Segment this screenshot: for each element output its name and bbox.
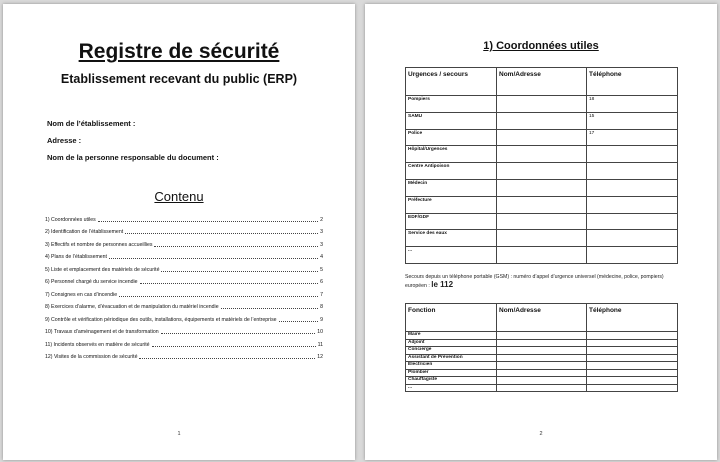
table-row: [406, 112, 678, 129]
name-address-cell[interactable]: [497, 384, 587, 392]
table-row: [406, 230, 678, 247]
toc-leader: [161, 333, 316, 334]
toc-item[interactable]: [45, 329, 323, 335]
name-address-cell[interactable]: [497, 163, 587, 180]
toc-title: Contenu: [154, 189, 204, 204]
phone-cell[interactable]: 17: [587, 129, 678, 146]
toc-item-text: 9) Contrôle et vérification périodique des outils, installations, équipements et matériels de l’entreprise: [45, 316, 277, 323]
row-label-cell[interactable]: Assistant de Prévention: [406, 354, 497, 362]
toc-item-text: 4) Plans de l’établissement: [45, 254, 107, 261]
row-label-cell[interactable]: Adjoint: [406, 339, 497, 347]
table-row: [406, 369, 678, 377]
toc-item[interactable]: [45, 304, 323, 310]
table-row: [406, 96, 678, 113]
table-row: [406, 339, 678, 347]
toc-leader: [98, 221, 318, 222]
toc-item-text: 5) Liste et emplacement des matériels de sécurité: [45, 266, 160, 273]
toc-leader: [279, 321, 319, 322]
note-text: Secours depuis un téléphone portable (GSM) : numéro d’appel d’urgence universel (médecine, police, pompiers) européen :: [405, 274, 664, 289]
emergency-contacts-table: [405, 67, 678, 264]
phone-cell[interactable]: [587, 146, 678, 163]
document-subtitle: Etablissement recevant du public (ERP): [60, 72, 298, 86]
column-header: Urgences / secours: [406, 68, 497, 96]
toc-item[interactable]: [45, 242, 323, 248]
phone-cell[interactable]: [587, 347, 678, 355]
phone-cell[interactable]: [587, 339, 678, 347]
function-contacts-table: [405, 303, 678, 392]
toc-item-text: 3) Effectifs et nombre de personnes accueillies: [45, 241, 153, 248]
row-label-cell[interactable]: Police: [406, 129, 497, 146]
toc-item[interactable]: [45, 292, 323, 298]
establishment-name-field: Nom de l’établissement :: [47, 119, 136, 128]
address-field: Adresse :: [47, 136, 82, 145]
toc-item-text: 10) Travaux d’aménagement et de transformation: [45, 329, 159, 336]
phone-cell[interactable]: 18: [587, 96, 678, 113]
phone-cell[interactable]: [587, 230, 678, 247]
phone-cell[interactable]: [587, 247, 678, 264]
table-row: [406, 247, 678, 264]
toc-item-text: 12) Visites de la commission de sécurité: [45, 354, 138, 361]
row-label-cell[interactable]: ...: [406, 384, 497, 392]
phone-cell[interactable]: [587, 332, 678, 340]
toc-leader: [221, 308, 319, 309]
table-row: [406, 362, 678, 370]
table-row: [406, 377, 678, 385]
phone-cell[interactable]: [587, 362, 678, 370]
row-label-cell[interactable]: Service des eaux: [406, 230, 497, 247]
toc-item[interactable]: [45, 229, 323, 235]
name-address-cell[interactable]: [497, 369, 587, 377]
toc-item-page: 9: [320, 316, 323, 323]
toc-leader: [119, 296, 318, 297]
row-label-cell[interactable]: Concierge: [406, 347, 497, 355]
name-address-cell[interactable]: [497, 377, 587, 385]
toc-leader: [161, 271, 318, 272]
row-label-cell[interactable]: Chauffagiste: [406, 377, 497, 385]
toc-item-page: 5: [320, 266, 323, 273]
toc-item-text: 1) Coordonnées utiles: [45, 217, 96, 223]
toc-item-text: 2) Identification de l’établissement: [45, 229, 124, 236]
toc-item-page: 12: [317, 354, 323, 361]
toc-item-page: 4: [320, 254, 323, 261]
row-label-cell[interactable]: Médecin: [406, 179, 497, 196]
page-number: 1: [177, 431, 181, 437]
page-1: [3, 4, 355, 460]
toc-item-page: 2: [320, 217, 323, 223]
table-of-contents: [45, 217, 323, 367]
toc-leader: [140, 283, 319, 284]
phone-cell[interactable]: [587, 179, 678, 196]
toc-leader: [154, 246, 318, 247]
row-label-cell[interactable]: Pompiers: [406, 96, 497, 113]
name-address-cell[interactable]: [497, 112, 587, 129]
toc-item[interactable]: [45, 254, 323, 260]
row-label-cell[interactable]: Plombier: [406, 369, 497, 377]
row-label-cell[interactable]: EDF/GDF: [406, 213, 497, 230]
table-row: [406, 347, 678, 355]
column-header: Téléphone: [587, 304, 678, 332]
emergency-number: le 112: [431, 280, 454, 289]
phone-cell[interactable]: [587, 196, 678, 213]
toc-item[interactable]: [45, 317, 323, 323]
phone-cell[interactable]: [587, 369, 678, 377]
toc-item-page: 11: [317, 341, 323, 348]
table-row: [406, 384, 678, 392]
toc-item-page: 3: [320, 229, 323, 236]
toc-item-page: 7: [320, 291, 323, 298]
column-header: Nom/Adresse: [497, 68, 587, 96]
row-label-cell[interactable]: SAMU: [406, 112, 497, 129]
toc-item-text: 11) Incidents observés en matière de sécurité: [45, 341, 150, 348]
name-address-cell[interactable]: [497, 129, 587, 146]
column-header: Nom/Adresse: [497, 304, 587, 332]
name-address-cell[interactable]: [497, 247, 587, 264]
mobile-emergency-note: [405, 273, 677, 290]
name-address-cell[interactable]: [497, 146, 587, 163]
name-address-cell[interactable]: [497, 362, 587, 370]
name-address-cell[interactable]: [497, 354, 587, 362]
toc-item-page: 10: [317, 329, 323, 336]
row-label-cell[interactable]: Electricien: [406, 362, 497, 370]
toc-item-page: 3: [320, 241, 323, 248]
table-row: [406, 332, 678, 340]
column-header: Fonction: [406, 304, 497, 332]
name-address-cell[interactable]: [497, 213, 587, 230]
table-row: [406, 129, 678, 146]
page-2: [365, 4, 717, 460]
phone-cell[interactable]: 15: [587, 112, 678, 129]
row-label-cell[interactable]: Centre Antipoison: [406, 163, 497, 180]
name-address-cell[interactable]: [497, 230, 587, 247]
toc-leader: [139, 358, 315, 359]
table-row: [406, 213, 678, 230]
toc-item-page: 8: [320, 304, 323, 311]
section-title: 1) Coordonnées utiles: [483, 40, 599, 52]
name-address-cell[interactable]: [497, 347, 587, 355]
column-header: Téléphone: [587, 68, 678, 96]
phone-cell[interactable]: [587, 384, 678, 392]
table-row: [406, 146, 678, 163]
toc-item-text: 8) Exercices d’alarme, d’évacuation et de manipulation du matériel incendie: [45, 304, 219, 311]
toc-item[interactable]: [45, 217, 323, 223]
name-address-cell[interactable]: [497, 179, 587, 196]
row-label-cell[interactable]: Hôpital/Urgences: [406, 146, 497, 163]
toc-item[interactable]: [45, 279, 323, 285]
page-number: 2: [539, 431, 543, 437]
toc-item[interactable]: [45, 267, 323, 273]
table-row: [406, 354, 678, 362]
name-address-cell[interactable]: [497, 339, 587, 347]
table-row: [406, 163, 678, 180]
toc-item-text: 6) Personnel chargé du service incendie: [45, 279, 138, 286]
responsible-person-field: Nom de la personne responsable du document :: [47, 153, 219, 162]
phone-cell[interactable]: [587, 377, 678, 385]
phone-cell[interactable]: [587, 354, 678, 362]
phone-cell[interactable]: [587, 163, 678, 180]
toc-item[interactable]: [45, 354, 323, 360]
toc-item-text: 7) Consignes en cas d’incendie: [45, 291, 118, 298]
phone-cell[interactable]: [587, 213, 678, 230]
toc-leader: [152, 346, 316, 347]
document-title: Registre de sécurité: [78, 40, 280, 63]
toc-leader: [109, 258, 318, 259]
name-address-cell[interactable]: [497, 332, 587, 340]
name-address-cell[interactable]: [497, 96, 587, 113]
name-address-cell[interactable]: [497, 196, 587, 213]
table-row: [406, 179, 678, 196]
toc-item-page: 6: [320, 279, 323, 286]
toc-leader: [125, 233, 318, 234]
toc-item[interactable]: [45, 342, 323, 348]
row-label-cell[interactable]: Préfecture: [406, 196, 497, 213]
row-label-cell[interactable]: Maire: [406, 332, 497, 340]
table-row: [406, 196, 678, 213]
row-label-cell[interactable]: ...: [406, 247, 497, 264]
